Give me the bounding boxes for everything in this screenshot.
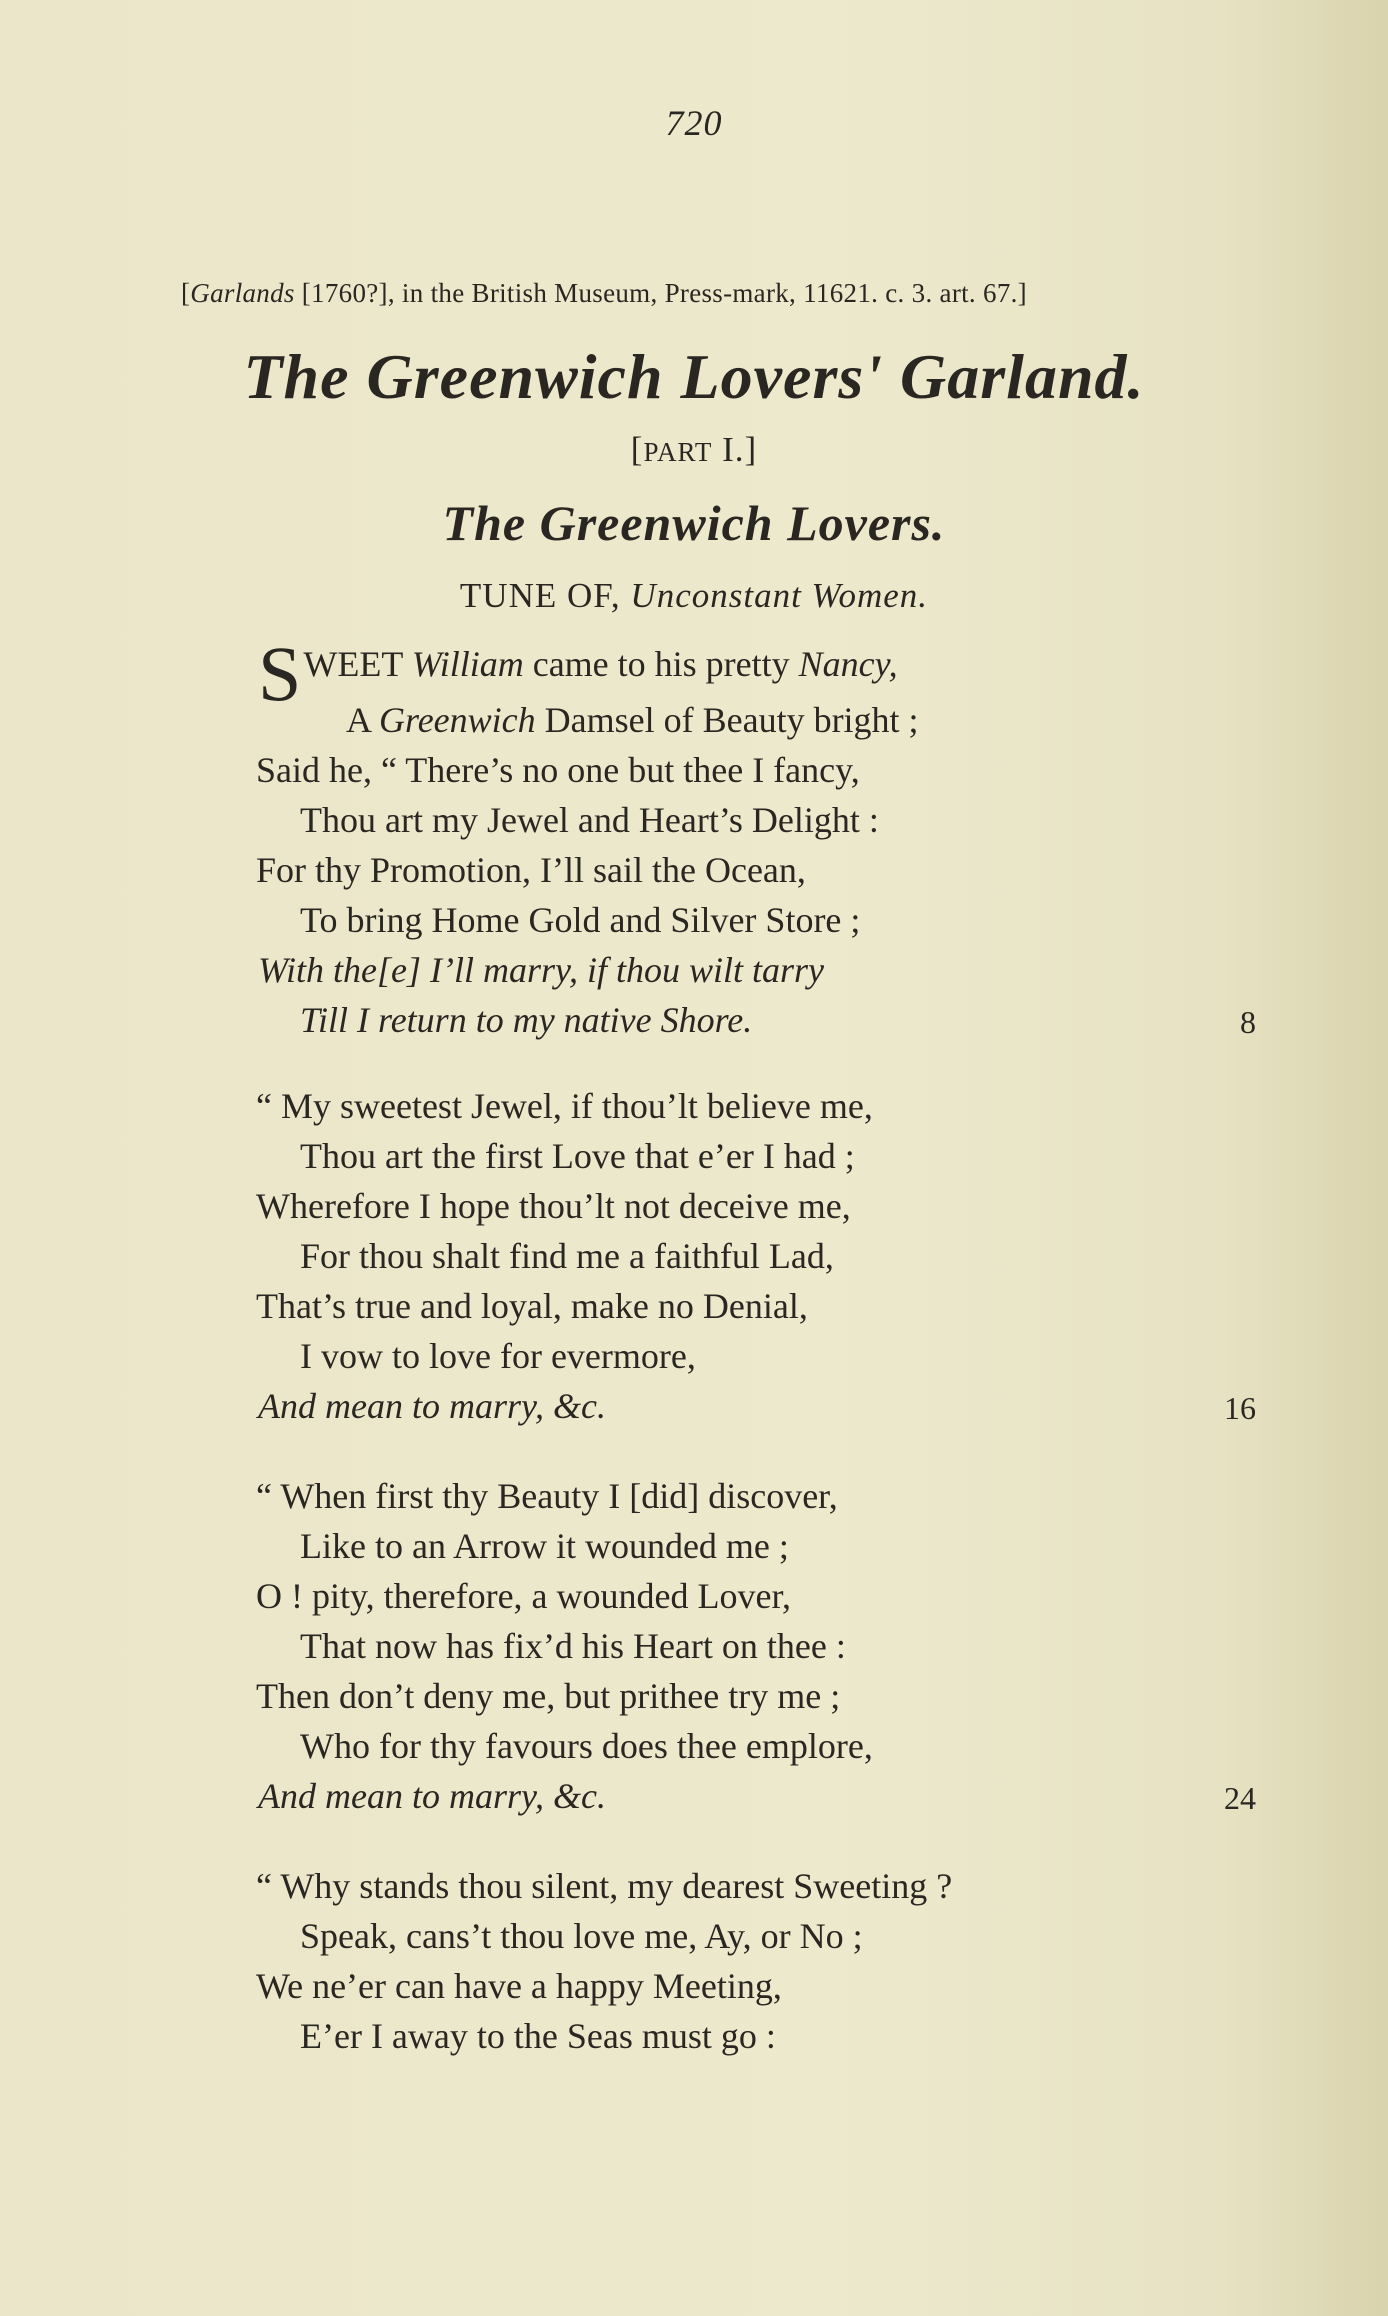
verse-line: And mean to marry, &c. xyxy=(258,1776,606,1816)
line-number: 16 xyxy=(1224,1390,1256,1426)
verse-line: I vow to love for evermore, xyxy=(300,1336,696,1376)
verse-line: Thou art my Jewel and Heart’s Delight : xyxy=(300,800,879,840)
verse-line: Then don’t deny me, but prithee try me ; xyxy=(256,1676,841,1716)
verse-line: “ When first thy Beauty I [did] discover, xyxy=(256,1476,838,1516)
verse-line: Thou art the first Love that e’er I had ; xyxy=(300,1136,855,1176)
part-label xyxy=(0,430,1388,470)
verse-line: O ! pity, therefore, a wounded Lover, xyxy=(256,1576,792,1616)
tune-name: Unconstant Women. xyxy=(630,576,929,615)
verse-line: “ My sweetest Jewel, if thou’lt believe me, xyxy=(256,1086,873,1126)
verse-line: For thou shalt find me a faithful Lad, xyxy=(300,1236,834,1276)
verse-line: Wherefore I hope thou’lt not deceive me, xyxy=(256,1186,851,1226)
verse-line: Like to an Arrow it wounded me ; xyxy=(300,1526,789,1566)
line-number: 24 xyxy=(1224,1780,1256,1816)
page-number: 720 xyxy=(665,103,723,143)
verse-line: “ Why stands thou silent, my dearest Sweeting ? xyxy=(256,1866,953,1906)
verse-line: That now has fix’d his Heart on thee : xyxy=(300,1626,846,1666)
verse-line: With the[e] I’ll marry, if thou wilt tarry xyxy=(258,950,824,990)
verse-line: And mean to marry, &c. xyxy=(258,1386,606,1426)
verse-line: SWEET William came to his pretty Nancy, xyxy=(258,630,898,717)
part-open: [ xyxy=(630,430,644,469)
source-open-bracket: [ xyxy=(181,278,191,308)
verse-line: Said he, “ There’s no one but thee I fancy, xyxy=(256,750,860,790)
verse-line: A Greenwich Damsel of Beauty bright ; xyxy=(346,700,919,740)
ballad-title: The Greenwich Lovers' Garland. xyxy=(243,341,1145,412)
source-rest: [1760?], in the British Museum, Press-mark, 11621. c. 3. art. 67.] xyxy=(294,278,1027,308)
part-rest: I.] xyxy=(712,430,758,469)
line-number: 8 xyxy=(1240,1004,1256,1040)
verse-line: That’s true and loyal, make no Denial, xyxy=(256,1286,808,1326)
drop-cap: S xyxy=(258,630,302,717)
source-italic: Garlands xyxy=(190,278,295,308)
ballad-subtitle: The Greenwich Lovers. xyxy=(442,495,946,551)
verse-line: Speak, cans’t thou love me, Ay, or No ; xyxy=(300,1916,863,1956)
verse-line: For thy Promotion, I’ll sail the Ocean, xyxy=(256,850,806,890)
source-citation xyxy=(181,278,1027,309)
verse-line: E’er I away to the Seas must go : xyxy=(300,2016,776,2056)
tune-line xyxy=(0,576,1388,616)
verse-line: To bring Home Gold and Silver Store ; xyxy=(300,900,861,940)
verse-line: We ne’er can have a happy Meeting, xyxy=(256,1966,782,2006)
verse-line: Till I return to my native Shore. xyxy=(300,1000,753,1040)
part-word: PART xyxy=(643,437,713,467)
verse-line: Who for thy favours does thee emplore, xyxy=(300,1726,873,1766)
tune-prefix: TUNE OF, xyxy=(459,576,631,615)
